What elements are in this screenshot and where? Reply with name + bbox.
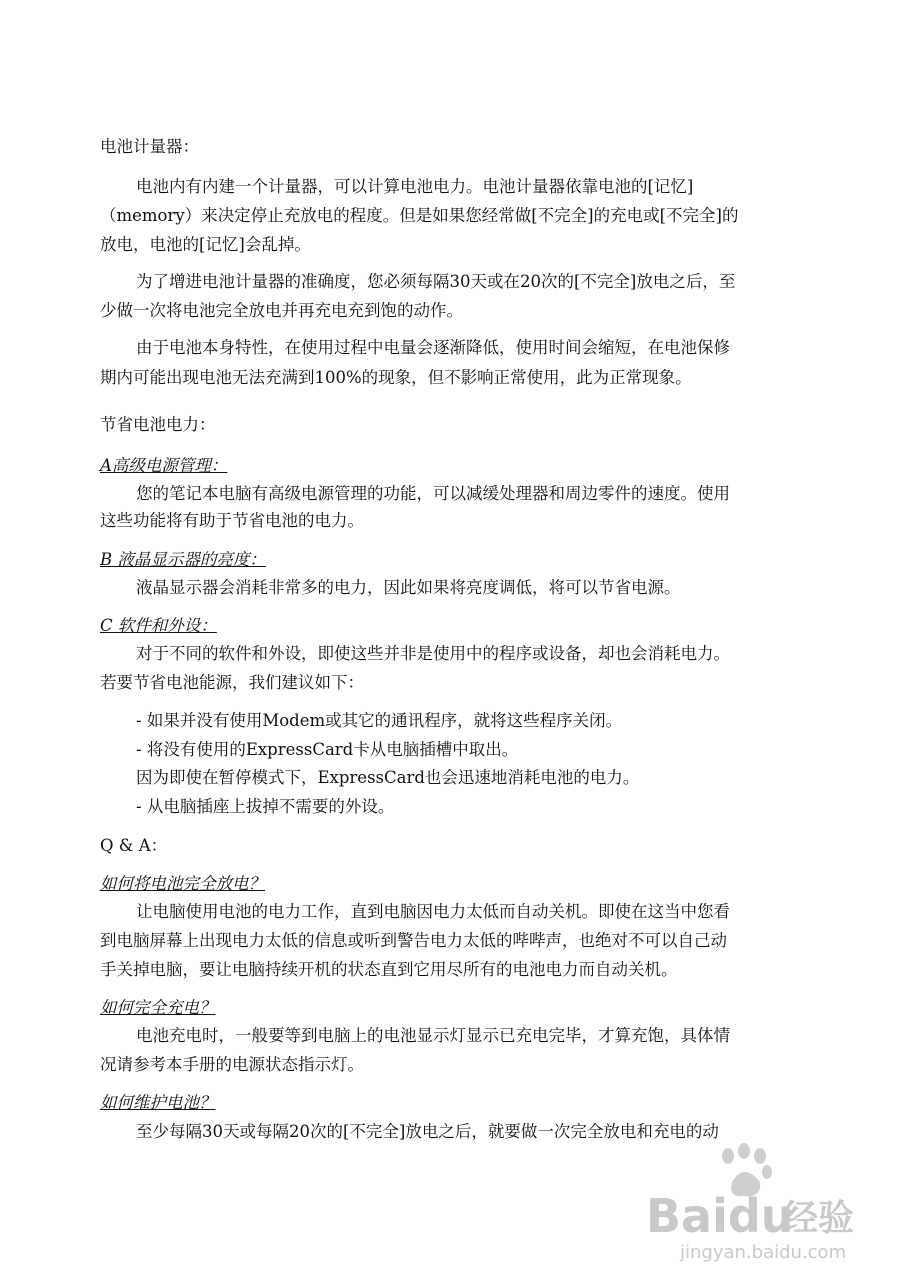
paragraph-line: 少做一次将电池完全放电并再充电充到饱的动作。 [100, 301, 463, 320]
paragraph-line: 期内可能出现电池无法充满到100%的现象，但不影响正常使用，此为正常现象。 [100, 368, 692, 387]
paragraph-line: 电池充电时，一般要等到电脑上的电池显示灯显示已充电完毕，才算充饱，具体情 [136, 1026, 730, 1045]
paragraph-line: 手关掉电脑，要让电脑持续开机的状态直到它用尽所有的电池电力而自动关机。 [100, 960, 678, 979]
paragraph-line: 况请参考本手册的电源状态指示灯。 [100, 1055, 364, 1074]
paragraph-line: 对于不同的软件和外设，即使这些并非是使用中的程序或设备，却也会消耗电力。 [136, 644, 730, 663]
paragraph-line: 让电脑使用电池的电力工作，直到电脑因电力太低而自动关机。即使在这当中您看 [136, 902, 730, 921]
paragraph-line: 到电脑屏幕上出现电力太低的信息或听到警告电力太低的哔哔声，也绝对不可以自己动 [100, 931, 727, 950]
paragraph-line: 至少每隔30天或每隔20次的[不完全]放电之后，就要做一次完全放电和充电的动 [136, 1122, 719, 1141]
paragraph-line: 您的笔记本电脑有高级电源管理的功能，可以减缓处理器和周边零件的速度。使用 [136, 484, 730, 503]
paragraph-line: 电池内有内建一个计量器，可以计算电池电力。电池计量器依靠电池的[记忆] [136, 177, 694, 196]
list-item: - 如果并没有使用Modem或其它的通讯程序，就将这些程序关闭。 [136, 711, 623, 730]
list-item: - 将没有使用的ExpressCard卡从电脑插槽中取出。 [136, 740, 519, 759]
heading-battery-gauge: 电池计量器： [100, 137, 199, 156]
paragraph-line: 为了增进电池计量器的准确度，您必须每隔30天或在20次的[不完全]放电之后，至 [136, 272, 736, 291]
watermark-brand: Baidu [646, 1189, 794, 1243]
watermark-url: jingyan.baidu.com [680, 1242, 847, 1263]
question-full-charge: 如何完全充电？ [100, 998, 216, 1017]
baidu-jingyan-watermark [640, 1140, 880, 1265]
subheading-software-peripherals: C 软件和外设： [100, 616, 217, 635]
paragraph-line: 液晶显示器会消耗非常多的电力，因此如果将亮度调低，将可以节省电源。 [136, 578, 681, 597]
paragraph-line: 若要节省电池能源，我们建议如下： [100, 673, 364, 692]
paragraph-line: 由于电池本身特性，在使用过程中电量会逐渐降低，使用时间会缩短，在电池保修 [136, 338, 730, 357]
subheading-power-management: A高级电源管理： [100, 456, 228, 475]
paragraph-line: （memory）来决定停止充放电的程度。但是如果您经常做[不完全]的充电或[不完全]的 [100, 206, 739, 225]
watermark-brand-cn: 经验 [782, 1198, 855, 1239]
list-item: 因为即使在暂停模式下，ExpressCard也会迅速地消耗电池的电力。 [136, 768, 640, 787]
subheading-lcd-brightness: B 液晶显示器的亮度： [100, 550, 266, 569]
question-full-discharge: 如何将电池完全放电？ [100, 874, 265, 893]
list-item: - 从电脑插座上拔掉不需要的外设。 [136, 797, 395, 816]
paragraph-line: 放电，电池的[记忆]会乱掉。 [100, 235, 311, 254]
question-maintain-battery: 如何维护电池？ [100, 1093, 216, 1112]
paragraph-line: 这些功能将有助于节省电池的电力。 [100, 511, 364, 530]
heading-save-power: 节省电池电力： [100, 415, 216, 434]
heading-qa: Q & A： [100, 836, 168, 855]
